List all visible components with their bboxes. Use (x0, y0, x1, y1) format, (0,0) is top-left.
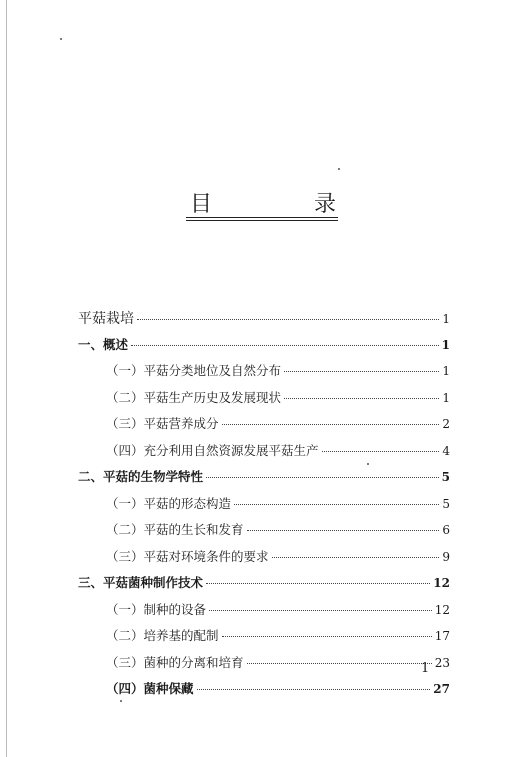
toc-entry (78, 547, 450, 574)
toc-entry (78, 573, 450, 600)
toc-entry (78, 626, 450, 653)
table-of-contents (78, 308, 450, 706)
toc-leader-dots (284, 398, 439, 399)
toc-entry-page: 1 (442, 364, 450, 378)
toc-entry-label: （一）平菇分类地位及自然分布 (106, 363, 282, 378)
toc-entry-label: （四）菌种保藏 (106, 681, 194, 696)
toc-leader-dots (197, 689, 431, 690)
toc-leader-dots (284, 371, 439, 372)
scan-speck (338, 168, 340, 170)
title-char-2: 录 (313, 192, 336, 217)
toc-entry-label: （二）平菇的生长和发育 (106, 522, 244, 537)
toc-leader-dots (222, 636, 432, 637)
toc-entry (78, 361, 450, 388)
toc-entry-page: 4 (442, 443, 450, 458)
toc-leader-dots (247, 530, 439, 531)
title-char-1: 目 (190, 192, 213, 217)
scan-speck (60, 38, 62, 40)
toc-entry-label: （一）制种的设备 (106, 601, 207, 617)
toc-entry-label: （三）平菇营养成分 (106, 416, 219, 431)
title-underline-lower (186, 220, 338, 221)
toc-entry-label: 三、平菇菌种制作技术 (78, 575, 204, 590)
toc-entry-page: 27 (433, 682, 450, 696)
toc-entry-label: （二）平菇生产历史及发展现状 (106, 389, 282, 405)
toc-entry-page: 2 (442, 417, 450, 431)
toc-leader-dots (247, 663, 432, 664)
toc-leader-dots (272, 557, 439, 558)
toc-entry (78, 653, 450, 680)
title-underline-upper (186, 217, 338, 218)
toc-entry-label: （四）充分利用自然资源发展平菇生产 (106, 442, 319, 458)
toc-leader-dots (206, 583, 430, 584)
toc-entry-page: 6 (442, 523, 450, 537)
toc-entry (78, 414, 450, 441)
toc-entry (78, 600, 450, 627)
toc-entry-page: 23 (434, 655, 450, 670)
toc-entry-label: 平菇栽培 (78, 311, 134, 327)
toc-leader-dots (137, 319, 439, 320)
toc-entry-page: 1 (441, 337, 450, 352)
toc-entry-label: （三）菌种的分离和培育 (106, 654, 244, 670)
page-title (190, 187, 336, 218)
toc-entry (78, 335, 450, 362)
toc-leader-dots (322, 451, 439, 452)
toc-entry-page: 12 (434, 602, 450, 617)
toc-entry (78, 388, 450, 415)
toc-entry-page: 1 (442, 312, 450, 326)
page-edge (6, 0, 7, 757)
toc-leader-dots (222, 424, 439, 425)
toc-entry-label: （二）培养基的配制 (106, 628, 219, 643)
toc-entry (78, 441, 450, 468)
toc-entry (78, 679, 450, 706)
toc-leader-dots (234, 504, 439, 505)
toc-leader-dots (209, 610, 432, 611)
toc-leader-dots (206, 477, 439, 478)
toc-entry (78, 494, 450, 521)
toc-leader-dots (131, 345, 439, 346)
toc-entry (78, 467, 450, 494)
toc-entry-label: （三）平菇对环境条件的要求 (106, 548, 269, 564)
toc-entry-page: 17 (434, 629, 450, 643)
toc-entry-label: （一）平菇的形态构造 (106, 495, 232, 511)
toc-entry-label: 一、概述 (78, 336, 129, 352)
page-number: 1 (421, 661, 430, 676)
toc-entry-page: 5 (442, 496, 450, 511)
toc-entry-page: 9 (442, 549, 450, 564)
toc-entry (78, 520, 450, 547)
toc-entry-page: 1 (442, 390, 450, 405)
toc-entry-page: 12 (433, 576, 450, 590)
toc-entry-page: 5 (441, 470, 450, 484)
toc-entry-label: 二、平菇的生物学特性 (78, 469, 204, 484)
toc-entry (78, 308, 450, 335)
